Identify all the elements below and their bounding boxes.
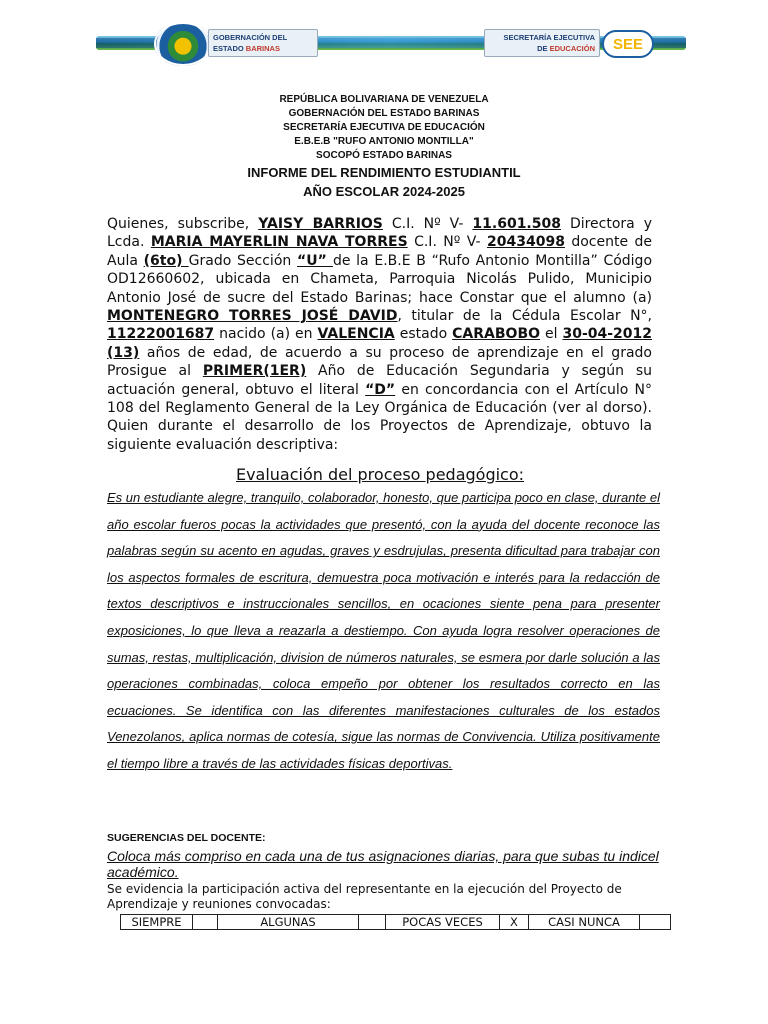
teacher-name: MARIA MAYERLIN NAVA TORRES	[150, 234, 408, 251]
sec-line-2	[485, 43, 595, 54]
cert-text: en concordancia con el Artículo N° 108 del Reglamento General de la Ley Orgánica de Educación (ver al dorso). Quien durante el desarrollo de los Proyectos de Aprendizaje, obtuvo la siguiente evaluación descriptiva:	[107, 381, 652, 453]
participation-row	[121, 915, 671, 930]
cert-text: docente de Aula	[107, 234, 652, 269]
option-mark-algunas	[359, 915, 386, 930]
gov-logo-text	[208, 29, 318, 57]
director-ci: 11.601.508	[472, 216, 561, 232]
cert-text: estado	[394, 326, 453, 343]
sec-line-1: SECRETARÍA EJECUTIVA	[503, 33, 595, 42]
gov-line-1: GOBERNACIÓN DEL	[213, 33, 288, 42]
secretaria-logo-text	[484, 29, 600, 57]
cert-text: , titular de la Cédula Escolar N°,	[397, 308, 652, 325]
evaluation-title: Evaluación del proceso pedagógico:	[235, 465, 525, 484]
heading-line-1: REPÚBLICA BOLIVARIANA DE VENEZUELA	[279, 94, 489, 105]
cert-text: el	[540, 326, 563, 343]
student-name: MONTENEGRO TORRES JOSÉ DAVID	[107, 308, 398, 325]
birth-state: CARABOBO	[452, 326, 541, 343]
sec-line-2-prefix: DE	[537, 44, 550, 53]
evaluation-text: Es un estudiante alegre, tranquilo, colaborador, honesto, que participa poco en clase, durante el año escolar fueros pocas la actividades que presentó, con la ayuda del docente reconoce las palabras según su acento en agudas, graves y esdrujulas, presenta dificultad para trabajar con los aspectos formales de escritura, demuestra poca motivación e interés para la redacción de textos descriptivos e instruccionales sencillos, en ocaciones siente pena para presenter exposiciones, lo que lleva a reazarla a destiempo. Con ayuda logra resolver operaciones de sumas, restas, multiplicación, division de números naturales, se esmera por darle solución a las operaciones combinadas, coloca empeño por obtener los resultados correcto en las ecuaciones. Se identifica con las diferentes manifestaciones culturales de los estados Venezolanos, aplica normas de cotesía, sigue las normas de Convivencia. Utiliza positivamente el tiempo libre a través de las actividades físicas deportivas.	[107, 490, 660, 771]
student-ci: 11222001687	[107, 326, 215, 343]
birth-date: 30-04-2012	[562, 326, 653, 343]
option-mark-siempre	[193, 915, 218, 930]
cert-text: años de edad, de acuerdo a su proceso de aprendizaje en el grado Prosigue al	[107, 344, 652, 380]
option-mark-casi-nunca	[640, 915, 671, 930]
option-label-siempre: SIEMPRE	[121, 915, 193, 930]
report-title: INFORME DEL RENDIMIENTO ESTUDIANTIL	[247, 165, 521, 180]
cert-text: Año de Educación Segundaria y según su actuación general, obtuvo el literal	[107, 363, 653, 398]
grade: (6to)	[143, 252, 189, 269]
evidence-text: Se evidencia la participación activa del representante en la ejecución del Proyecto de Aprendizaje y reuniones convocadas:	[107, 882, 622, 911]
option-label-algunas: ALGUNAS	[218, 915, 359, 930]
section: “U”	[297, 252, 333, 269]
cert-text: de la E.B.E B “Rufo Antonio Montilla” Código OD12660602, ubicada en Chameta, Parroquia Nicolás Pulido, Municipio Antonio José de sucre del Estado Barinas; hace Constar que el alumno (a)	[107, 252, 653, 306]
heading-line-5: SOCOPÓ ESTADO BARINAS	[316, 150, 452, 161]
gov-line-2-highlight: BARINAS	[245, 44, 280, 53]
heading-line-2: GOBERNACIÓN DEL ESTADO BARINAS	[288, 108, 480, 119]
school-year: AÑO ESCOLAR 2024-2025	[303, 184, 465, 199]
cert-text: Quienes, subscribe,	[107, 216, 259, 232]
age: (13)	[107, 344, 140, 361]
sec-line-2-highlight: EDUCACIÓN	[549, 44, 595, 53]
cert-text: C.I. Nº V-	[407, 234, 487, 251]
cert-text: Directora y Lcda.	[107, 216, 652, 251]
cert-text: nacido (a) en	[214, 326, 318, 343]
gov-line-2	[213, 43, 317, 54]
heading-line-3: SECRETARÍA EJECUTIVA DE EDUCACIÓN	[283, 122, 485, 133]
participation-table	[120, 914, 671, 930]
option-label-casi-nunca: CASI NUNCA	[529, 915, 640, 930]
director-name: YAISY BARRIOS	[258, 216, 383, 232]
barinas-seal-icon	[154, 22, 212, 66]
suggestions-text: Coloca más compriso en cada una de tus asignaciones diarias, para que subas tu indicel académico.	[107, 848, 659, 880]
suggestions-label: SUGERENCIAS DEL DOCENTE:	[107, 832, 266, 844]
option-label-pocas-veces: POCAS VECES	[386, 915, 500, 930]
see-logo-icon: SEE	[602, 30, 654, 58]
next-year: PRIMER(1ER)	[202, 363, 307, 380]
cert-text: C.I. Nº V-	[382, 216, 473, 232]
option-mark-pocas-veces: X	[500, 915, 529, 930]
document-heading	[0, 93, 768, 201]
gov-line-2-prefix: ESTADO	[213, 44, 246, 53]
cert-text: Grado Sección	[188, 252, 297, 269]
teacher-ci: 20434098	[487, 234, 565, 251]
birth-city: VALENCIA	[317, 326, 395, 343]
literal-grade: “D”	[365, 381, 396, 398]
heading-line-4: E.B.E.B "RUFO ANTONIO MONTILLA"	[294, 136, 474, 147]
header-banner	[96, 22, 686, 66]
certificate-paragraph	[107, 215, 652, 454]
